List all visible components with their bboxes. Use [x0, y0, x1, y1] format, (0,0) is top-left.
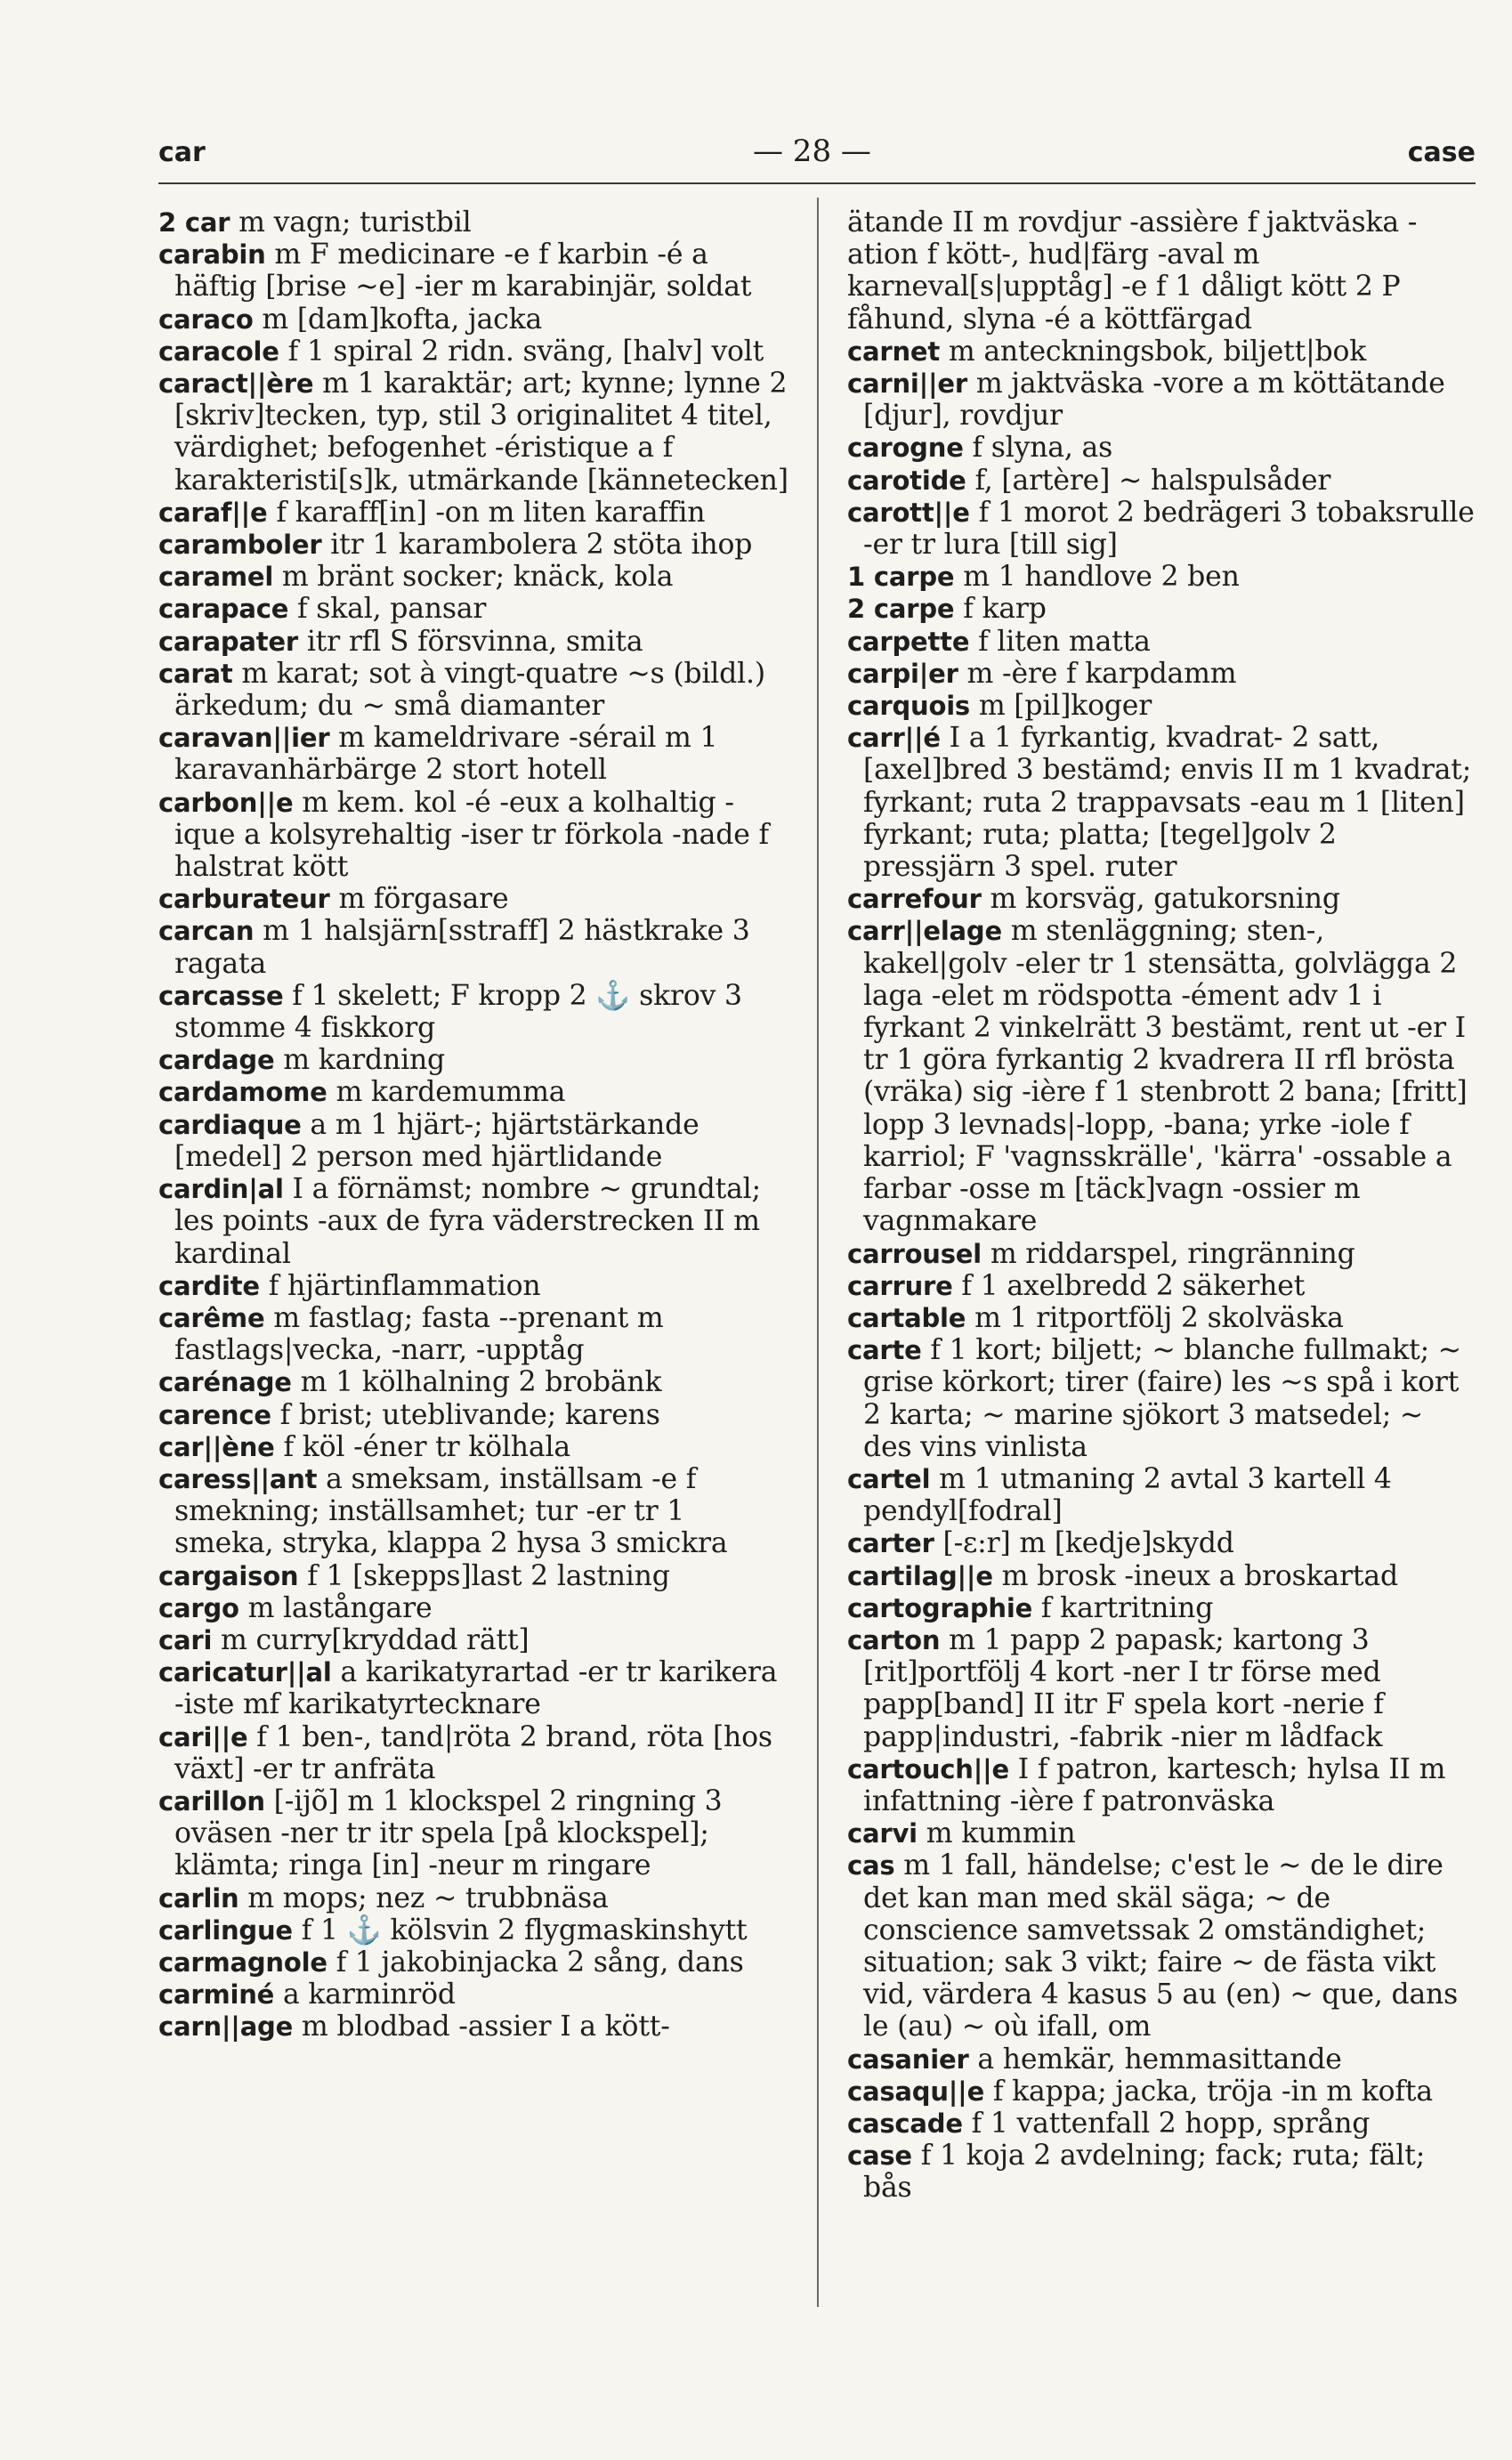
entry-definition: m F medicinare -e f karbin -é a häftig [brise ~e] -ier m karabinjär, soldat — [174, 239, 752, 303]
entry-headword: caravan||ier — [158, 723, 330, 754]
entry-definition: m 1 utmaning 2 avtal 3 kartell 4 pendyl[fodral] — [863, 1462, 1392, 1528]
entry-definition: [-ɛ:r] m [kedje]skydd — [934, 1527, 1234, 1560]
dictionary-entry — [158, 1560, 792, 1592]
dictionary-entry — [158, 1946, 792, 1979]
entry-headword: carrousel — [847, 1238, 982, 1269]
entry-headword: carême — [158, 1302, 265, 1333]
dictionary-entry — [158, 336, 792, 368]
entry-headword: carotide — [847, 465, 966, 496]
entry-headword: carénage — [158, 1367, 292, 1398]
entry-definition: I a 1 fyrkantig, kvadrat- 2 satt, [axel]bred 3 bestämd; envis II m 1 kvadrat; fyrkant; ruta 2 trappavsats -eau m 1 [liten] fyrkant; ruta; platta; [tegel]golv 2 pressjärn 3 spel. ruter — [863, 722, 1472, 884]
dictionary-entry — [158, 980, 792, 1044]
entry-headword: cardiaque — [158, 1109, 302, 1140]
entry-headword: carillon — [158, 1785, 265, 1817]
entry-definition: a hemkär, hemmasittande — [968, 2043, 1342, 2076]
entry-definition: m anteckningsbok, biljett|bok — [940, 335, 1367, 368]
entry-definition: f brist; uteblivande; karens — [271, 1398, 660, 1431]
dictionary-entry — [158, 883, 792, 915]
right-column — [847, 206, 1476, 2205]
entry-definition: m 1 kölhalning 2 brobänk — [291, 1366, 662, 1399]
page-number: — 28 — — [753, 134, 871, 169]
entry-definition: f 1 axelbredd 2 säkerhet — [952, 1269, 1306, 1302]
entry-headword: caricatur||al — [158, 1657, 332, 1688]
dictionary-entry — [847, 497, 1476, 561]
entry-headword: carrefour — [847, 884, 982, 915]
entry-definition: I a förnämst; nombre ~ grundtal; les points -aux de fyra väderstrecken II m kardinal — [174, 1173, 761, 1270]
dictionary-entry — [158, 497, 792, 529]
dictionary-entry — [158, 626, 792, 658]
entry-headword: 2 carpe — [847, 594, 955, 625]
entry-definition: m [pil]koger — [970, 690, 1152, 723]
dictionary-entry — [158, 1173, 792, 1270]
dictionary-entry — [158, 1076, 792, 1108]
entry-definition: m kardemumma — [327, 1076, 566, 1109]
dictionary-entry — [158, 722, 792, 786]
entry-headword: cardite — [158, 1270, 260, 1301]
entry-headword: cari||e — [158, 1721, 248, 1752]
entry-definition: m kardning — [274, 1044, 446, 1077]
entry-definition: m karat; sot à vingt-quatre ~s (bildl.) ärkedum; du ~ små diamanter — [174, 657, 765, 723]
dictionary-entry — [158, 658, 792, 722]
dictionary-entry — [847, 2043, 1476, 2076]
dictionary-entry — [847, 593, 1476, 625]
dictionary-entry — [847, 2108, 1476, 2140]
entry-definition: f köl -éner tr kölhala — [274, 1430, 570, 1463]
entry-headword: carpi|er — [847, 658, 958, 689]
dictionary-entry — [158, 593, 792, 625]
dictionary-entry — [847, 883, 1476, 915]
entry-definition: [-ijõ] m 1 klockspel 2 ringning 3 oväsen -ner tr itr spela [på klockspel]; klämta; ringa [in] -neur m ringare — [174, 1784, 723, 1882]
dictionary-entry — [158, 1109, 792, 1173]
entry-definition: m kummin — [917, 1817, 1076, 1850]
entry-headword: carrure — [847, 1270, 953, 1301]
dictionary-entry — [158, 239, 792, 303]
entry-definition: m brosk -ineux a broskartad — [992, 1559, 1398, 1592]
dictionary-entry — [158, 1882, 792, 1914]
entry-headword: carburateur — [158, 884, 330, 915]
entry-definition: m 1 ritportfölj 2 skolväska — [966, 1301, 1344, 1334]
dictionary-entry — [847, 1592, 1476, 1624]
entry-definition: ätande II m rovdjur -assière f jaktväska -ation f kött-, hud|färg -aval m karneval[s|upptåg] -e f 1 dåligt kött 2 P fåhund, slyna -é a köttfärgad — [847, 206, 1418, 336]
entry-definition: m stenläggning; sten-, kakel|golv -eler tr 1 stensätta, golvlägga 2 laga -elet m rödspotta -ément adv 1 i fyrkant 2 vinkelrätt 3 bestämt, rent ut -er I tr 1 göra fyrkantig 2 kvadrera II rfl brösta (vräka) sig -ière f 1 stenbrott 2 bana; [fritt] lopp 3 levnads|-lopp, -bana; yrke -iole f karriol; F 'vagnsskrälle', 'kärra' -ossable a farbar -osse m [täck]vagn -ossier m vagnmakare — [863, 915, 1468, 1238]
entry-definition: f liten matta — [969, 625, 1151, 658]
entry-definition: f karaff[in] -on m liten karaffin — [267, 496, 706, 529]
dictionary-entry — [847, 626, 1476, 658]
entry-headword: caramel — [158, 562, 274, 593]
entry-headword: carnet — [847, 336, 941, 367]
entry-headword: carni||er — [847, 368, 968, 400]
entry-headword: caramboler — [158, 530, 322, 561]
guide-word-left: car — [158, 137, 206, 168]
entry-headword: caracole — [158, 336, 279, 367]
entry-headword: casaqu||e — [847, 2076, 985, 2107]
dictionary-entry — [847, 1302, 1476, 1334]
dictionary-entry — [158, 1914, 792, 1946]
entry-headword: carr||é — [847, 723, 941, 754]
entry-headword: carter — [847, 1528, 934, 1559]
entry-definition: f slyna, as — [963, 432, 1113, 465]
entry-headword: carpette — [847, 626, 970, 657]
entry-definition: f 1 spiral 2 ridn. sväng, [halv] volt — [279, 335, 764, 368]
entry-headword: carcan — [158, 916, 255, 947]
dictionary-entry — [847, 1560, 1476, 1592]
entry-definition: m förgasare — [329, 883, 509, 916]
dictionary-entry — [158, 1785, 792, 1882]
entry-definition: f, [artère] ~ halspulsåder — [966, 464, 1331, 497]
entry-headword: cascade — [847, 2108, 963, 2139]
dictionary-entry — [158, 1431, 792, 1463]
entry-definition: f skal, pansar — [288, 593, 487, 626]
dictionary-entry — [847, 1270, 1476, 1302]
entry-headword: cas — [847, 1850, 895, 1881]
entry-definition: itr 1 karambolera 2 stöta ihop — [321, 529, 753, 562]
entry-definition: f 1 ⚓ kölsvin 2 flygmaskinshytt — [292, 1914, 748, 1946]
entry-headword: casanier — [847, 2043, 969, 2075]
entry-headword: carlingue — [158, 1914, 293, 1946]
entry-definition: f 1 koja 2 avdelning; fack; ruta; fält; bås — [863, 2140, 1426, 2205]
dictionary-entry — [158, 368, 792, 497]
dictionary-entry — [158, 1302, 792, 1366]
entry-definition: m [dam]kofta, jacka — [253, 303, 543, 336]
entry-definition: m 1 handlove 2 ben — [954, 561, 1240, 594]
entry-definition: a karminröd — [274, 1979, 456, 2011]
dictionary-entry — [158, 1366, 792, 1398]
entry-definition: I f patron, kartesch; hylsa II m infattning -ière f patronväska — [863, 1752, 1446, 1817]
entry-definition: m blodbad -assier I a kött- — [293, 2011, 670, 2043]
dictionary-entry — [847, 1753, 1476, 1817]
dictionary-entry — [847, 1463, 1476, 1527]
entry-definition: f karp — [954, 593, 1047, 626]
entry-definition: m riddarspel, ringränning — [982, 1237, 1355, 1270]
entry-headword: cartable — [847, 1302, 966, 1333]
entry-definition: f 1 vattenfall 2 hopp, språng — [962, 2107, 1371, 2140]
entry-headword: carte — [847, 1335, 922, 1366]
entry-definition: itr rfl S försvinna, smita — [298, 625, 643, 658]
entry-definition: m kem. kol -é -eux a kolhaltig -ique a kolsyrehaltig -iser tr förkola -nade f halstrat kött — [174, 786, 769, 884]
dictionary-entry — [847, 206, 1476, 336]
entry-headword: carvi — [847, 1818, 918, 1849]
entry-definition: m jaktväska -vore a m köttätande [djur], rovdjur — [863, 368, 1445, 433]
entry-headword: carquois — [847, 691, 970, 722]
dictionary-entry — [847, 2076, 1476, 2108]
dictionary-entry — [158, 1399, 792, 1431]
entry-headword: carmagnole — [158, 1946, 327, 1978]
dictionary-entry — [847, 1849, 1476, 2043]
entry-definition: m 1 halsjärn[sstraff] 2 hästkrake 3 ragata — [174, 915, 750, 980]
entry-definition: f 1 skelett; F kropp 2 ⚓ skrov 3 stomme 4 fiskkorg — [174, 979, 742, 1045]
dictionary-entry — [847, 561, 1476, 593]
entry-definition: m mops; nez ~ trubbnäsa — [239, 1881, 609, 1914]
entry-definition: m 1 fall, händelse; c'est le ~ de le dire det kan man med skäl säga; ~ de conscience samvetssak 2 omständighet; situation; sak 3 vikt; faire ~ de fästa vikt vid, värdera 4 kasus 5 au (en) ~ que, dans le (au) ~ où ifall, om — [863, 1849, 1459, 2043]
entry-definition: a smeksam, inställsam -e f smekning; inställsamhet; tur -er tr 1 smeka, stryka, klappa 2 hysa 3 smickra — [174, 1462, 728, 1560]
entry-definition: m korsväg, gatukorsning — [981, 883, 1340, 916]
column-divider — [817, 198, 819, 2307]
dictionary-entry — [847, 915, 1476, 1237]
entry-headword: cardin|al — [158, 1174, 284, 1205]
entry-headword: carlin — [158, 1882, 239, 1914]
entry-definition: m fastlag; fasta --prenant m fastlags|vecka, -narr, -upptåg — [174, 1301, 664, 1367]
entry-headword: caraf||e — [158, 497, 268, 528]
entry-headword: carton — [847, 1624, 941, 1655]
entry-headword: cartographie — [847, 1592, 1033, 1623]
entry-headword: caract||ère — [158, 368, 314, 400]
entry-headword: 2 car — [158, 207, 230, 238]
entry-definition: m curry[kryddad rätt] — [212, 1623, 530, 1656]
entry-definition: m kameldrivare -sérail m 1 karavanhärbärge 2 stort hotell — [174, 722, 718, 787]
header-rule — [158, 182, 1476, 184]
entry-headword: car||ène — [158, 1431, 275, 1462]
dictionary-entry — [847, 658, 1476, 690]
entry-definition: a karikatyrartad -er tr karikera -iste mf karikatyrtecknare — [174, 1656, 778, 1721]
dictionary-entry — [158, 303, 792, 336]
dictionary-entry — [158, 1721, 792, 1785]
dictionary-entry — [847, 368, 1476, 432]
entry-headword: cartel — [847, 1463, 931, 1494]
dictionary-entry — [158, 1463, 792, 1560]
dictionary-entry — [158, 1979, 792, 2011]
entry-headword: carapater — [158, 626, 298, 657]
entry-definition: f kartritning — [1032, 1591, 1214, 1624]
entry-headword: carminé — [158, 1979, 275, 2011]
entry-headword: cari — [158, 1624, 213, 1655]
dictionary-entry — [847, 465, 1476, 497]
dictionary-entry — [847, 722, 1476, 883]
page-header — [158, 134, 1476, 178]
dictionary-entry — [158, 1592, 792, 1624]
dictionary-entry — [158, 1044, 792, 1076]
entry-headword: cardamome — [158, 1077, 327, 1108]
entry-headword: carence — [158, 1399, 271, 1430]
entry-definition: f 1 [skepps]last 2 lastning — [298, 1559, 670, 1592]
entry-definition: a m 1 hjärt-; hjärtstärkande [medel] 2 person med hjärtlidande — [174, 1108, 699, 1173]
entry-headword: cardage — [158, 1045, 275, 1076]
dictionary-entry — [158, 1656, 792, 1720]
dictionary-entry — [158, 1270, 792, 1302]
entry-headword: caress||ant — [158, 1463, 318, 1494]
entry-definition: f 1 kort; biljett; ~ blanche fullmakt; ~ grise körkort; tirer (faire) les ~s spå i kort 2 karta; ~ marine sjökort 3 matsedel; ~ des vins vinlista — [863, 1334, 1461, 1463]
dictionary-entry — [158, 2011, 792, 2043]
entry-definition: f hjärtinflammation — [259, 1269, 541, 1302]
entry-headword: carott||e — [847, 497, 970, 528]
entry-definition: m bränt socker; knäck, kola — [273, 561, 674, 594]
entry-definition: m lastångare — [239, 1591, 433, 1624]
entry-definition: m 1 papp 2 papask; kartong 3 [rit]portfölj 4 kort -ner I tr förse med papp[band] II itr F spela kort -nerie f papp|industri, -fabrik -nier m lådfack — [863, 1623, 1384, 1753]
dictionary-entry — [158, 529, 792, 561]
entry-headword: carat — [158, 658, 233, 689]
entry-headword: carr||elage — [847, 916, 1002, 947]
entry-headword: cartouch||e — [847, 1753, 1009, 1784]
entry-headword: carbon||e — [158, 787, 294, 818]
entry-headword: carn||age — [158, 2011, 294, 2043]
entry-headword: carabin — [158, 239, 266, 271]
guide-word-right: case — [1407, 137, 1476, 168]
entry-headword: case — [847, 2140, 912, 2172]
dictionary-entry — [847, 1624, 1476, 1753]
dictionary-entry — [847, 1527, 1476, 1559]
entry-headword: carogne — [847, 433, 964, 464]
dictionary-entry — [847, 2140, 1476, 2204]
entry-definition: f 1 ben-, tand|röta 2 brand, röta [hos växt] -er tr anfräta — [174, 1720, 772, 1785]
entry-definition: f kappa; jacka, tröja -in m kofta — [984, 2075, 1433, 2108]
dictionary-entry — [158, 561, 792, 593]
dictionary-entry — [847, 1817, 1476, 1849]
entry-headword: caraco — [158, 303, 254, 335]
entry-headword: cargaison — [158, 1560, 299, 1591]
entry-headword: 1 carpe — [847, 562, 955, 593]
dictionary-entry — [158, 787, 792, 884]
entry-headword: carapace — [158, 594, 289, 625]
dictionary-entry — [158, 915, 792, 979]
dictionary-entry — [847, 336, 1476, 368]
left-column — [158, 206, 792, 2043]
entry-headword: cartilag||e — [847, 1560, 993, 1591]
entry-definition: m vagn; turistbil — [230, 206, 472, 239]
entry-definition: f 1 jakobinjacka 2 sång, dans — [327, 1946, 744, 1979]
dictionary-entry — [847, 1334, 1476, 1463]
entry-definition: f 1 morot 2 bedrägeri 3 tobaksrulle -er tr lura [till sig] — [863, 496, 1475, 562]
dictionary-entry — [158, 1624, 792, 1656]
entry-definition: m -ère f karpdamm — [958, 657, 1237, 690]
dictionary-entry — [847, 1238, 1476, 1270]
dictionary-entry — [847, 690, 1476, 722]
entry-definition: m 1 karaktär; art; kynne; lynne 2 [skriv]tecken, typ, stil 3 originalitet 4 titel, värdighet; befogenhet -éristique a f karakteristi[s]k, utmärkande [kännetecken] — [174, 368, 788, 497]
dictionary-entry — [847, 432, 1476, 464]
entry-headword: carcasse — [158, 980, 284, 1011]
dictionary-entry — [158, 206, 792, 239]
entry-headword: cargo — [158, 1592, 239, 1623]
